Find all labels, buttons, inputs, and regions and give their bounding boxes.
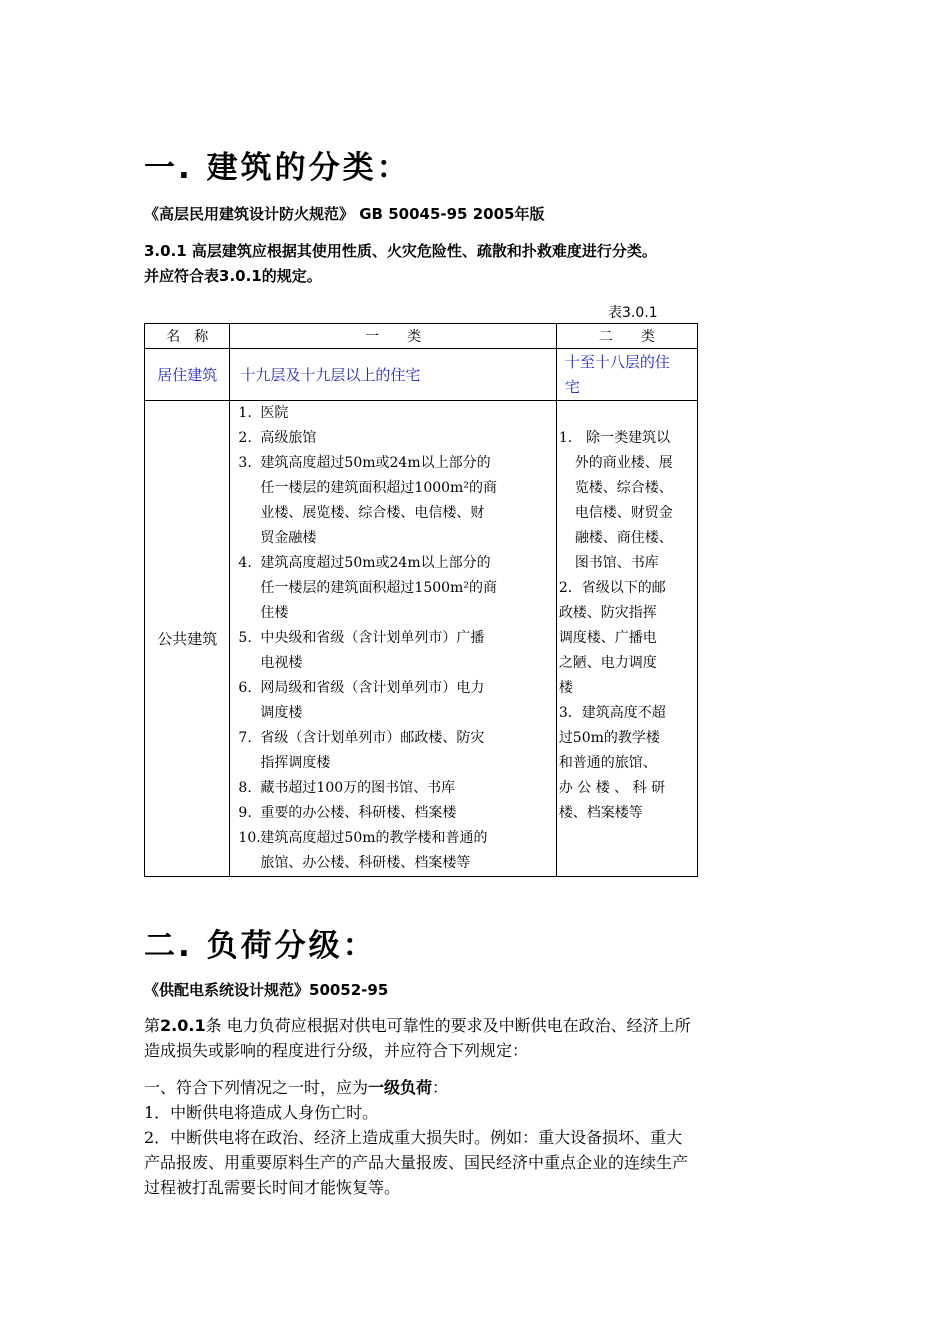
class2-line: 览楼、综合楼、: [574, 480, 673, 496]
class1-list-item: [230, 801, 555, 826]
level-name: 一级负荷: [368, 1078, 433, 1097]
class2-line: 政楼、防灾指挥: [558, 605, 657, 621]
class2-line: 融楼、商住楼、: [574, 530, 673, 546]
table-caption: 表3.0.1: [608, 305, 658, 321]
class2-line: 电信楼、财贸金: [574, 505, 673, 521]
para-rest: 条 电力负荷应根据对供电可靠性的要求及中断供电在政治、经济上所: [205, 1016, 691, 1035]
list-item-line: 旅馆、办公楼、科研楼、档案楼等: [260, 855, 471, 871]
class2-line: 外的商业楼、展: [574, 455, 673, 471]
list-item-line: 省级（含计划单列市）邮政楼、防灾: [260, 730, 485, 746]
public-name: 公共建筑: [145, 401, 230, 877]
list-item-line: 住楼: [260, 605, 289, 621]
list-item-text: [260, 426, 536, 451]
class2-line: 3．建筑高度不超: [558, 705, 666, 721]
class2-line: 办 公 楼 、 科 研: [558, 780, 666, 796]
list-item-line: 建筑高度超过50m或24m以上部分的: [260, 455, 491, 471]
list-item-line: 任一楼层的建筑面积超过1500m²的商: [260, 580, 497, 596]
class2-line: 和普通的旅馆、: [558, 755, 657, 771]
para-number: 2.0.1: [160, 1016, 206, 1035]
class1-list-item: [230, 426, 555, 451]
clause-line-1: 3.0.1 高层建筑应根据其使用性质、火灾危险性、疏散和扑救难度进行分类。: [144, 242, 657, 260]
list-item-line: 业楼、展览楼、综合楼、电信楼、财: [260, 505, 485, 521]
level-intro: 一、符合下列情况之一时，应为: [144, 1078, 369, 1097]
header-class1: 一 类: [230, 324, 556, 349]
list-item-text: [260, 401, 536, 426]
paragraph-line-2: 造成损失或影响的程度进行分级，并应符合下列规定：: [144, 1041, 529, 1060]
row-public: [145, 401, 698, 877]
list-item-number: 4.: [238, 555, 252, 571]
header-name: 名 称: [145, 324, 230, 349]
list-item-text: [260, 676, 536, 726]
class2-line: 图书馆、书库: [574, 555, 659, 571]
list-item-text: [260, 801, 536, 826]
list-item-number: 9.: [238, 805, 252, 821]
list-item-line: 藏书超过100万的图书馆、书库: [260, 780, 456, 796]
list-item-number: 10.: [238, 830, 261, 846]
paragraph-line-1: [144, 1013, 824, 1038]
list-item-text: [260, 776, 536, 801]
list-item-line: 建筑高度超过50m或24m以上部分的: [260, 555, 491, 571]
list-item-line: 电视楼: [260, 655, 303, 671]
level-colon: ：: [432, 1078, 449, 1097]
list-item-text: [260, 451, 536, 551]
public-class2: [556, 401, 697, 877]
list-item-line: 贸金融楼: [260, 530, 317, 546]
list-item-line: 医院: [260, 405, 289, 421]
class1-list-item: [230, 726, 555, 776]
class1-list-item: [230, 826, 555, 876]
para-prefix: 第: [144, 1016, 161, 1035]
residential-class1: 十九层及十九层以上的住宅: [230, 349, 556, 401]
row-residential: [145, 349, 698, 401]
level-intro-line: [144, 1075, 824, 1100]
section2-source: 《供配电系统设计规范》50052-95: [144, 981, 389, 999]
list-item-line: 高级旅馆: [260, 430, 317, 446]
item-2-line-1: 2．中断供电将在政治、经济上造成重大损失时。例如：重大设备损坏、重大: [144, 1128, 683, 1147]
class1-list-item: [230, 401, 555, 426]
list-item-line: 调度楼: [260, 705, 303, 721]
class2-line: 过50m的教学楼: [558, 730, 660, 746]
list-item-line: 中央级和省级（含计划单列市）广播: [260, 630, 485, 646]
list-item-line: 任一楼层的建筑面积超过1000m²的商: [260, 480, 497, 496]
list-item-number: 1.: [238, 405, 252, 421]
classification-table: [144, 323, 698, 877]
class2-line: 楼、档案楼等: [558, 805, 643, 821]
residential-class2-line1: 十至十八层的住: [564, 352, 670, 371]
residential-class2-line2: 宅: [564, 377, 580, 396]
list-item-number: 8.: [238, 780, 252, 796]
class1-list-item: [230, 626, 555, 676]
table-header-row: [145, 324, 698, 349]
list-item-line: 重要的办公楼、科研楼、档案楼: [260, 805, 457, 821]
list-item-number: 7.: [238, 730, 252, 746]
residential-class2: [556, 349, 697, 401]
class2-line: 楼: [558, 680, 573, 696]
class1-list-item: [230, 676, 555, 726]
public-class1-list: [230, 401, 555, 876]
class2-line: 之陋、电力调度: [558, 655, 657, 671]
list-item-text: [260, 826, 536, 876]
load-level-block: [144, 1075, 824, 1200]
item-2-line-3: 过程被打乱需要长时间才能恢复等。: [144, 1178, 401, 1197]
list-item-line: 建筑高度超过50m的教学楼和普通的: [260, 830, 488, 846]
item-2-line-2: 产品报废、用重要原料生产的产品大量报废、国民经济中重点企业的连续生产: [144, 1153, 689, 1172]
section1-heading: 一. 建筑的分类：: [144, 150, 411, 186]
list-item-text: [260, 551, 536, 626]
class2-line: 2．省级以下的邮: [558, 580, 666, 596]
list-item-number: 2.: [238, 430, 252, 446]
list-item-text: [260, 726, 536, 776]
section1-source: 《高层民用建筑设计防火规范》 GB 50045-95 2005年版: [144, 205, 545, 223]
list-item-number: 6.: [238, 680, 252, 696]
header-class2: 二 类: [556, 324, 697, 349]
list-item-number: 3.: [238, 455, 252, 471]
class1-list-item: [230, 551, 555, 626]
class2-line: 1. 除一类建筑以: [558, 430, 671, 446]
item-1: 1．中断供电将造成人身伤亡时。: [144, 1103, 379, 1122]
class1-list-item: [230, 451, 555, 551]
section2-heading: 二. 负荷分级：: [144, 928, 377, 964]
class2-line: 调度楼、广播电: [558, 630, 657, 646]
class1-list-item: [230, 776, 555, 801]
list-item-line: 网局级和省级（含计划单列市）电力: [260, 680, 485, 696]
list-item-text: [260, 626, 536, 676]
list-item-line: 指挥调度楼: [260, 755, 331, 771]
clause-line-2: 并应符合表3.0.1的规定。: [144, 267, 322, 285]
section2-paragraph: [144, 1013, 824, 1063]
list-item-number: 5.: [238, 630, 252, 646]
public-class2-text: [557, 401, 697, 826]
residential-name: 居住建筑: [145, 349, 230, 401]
public-class1: [230, 401, 556, 877]
